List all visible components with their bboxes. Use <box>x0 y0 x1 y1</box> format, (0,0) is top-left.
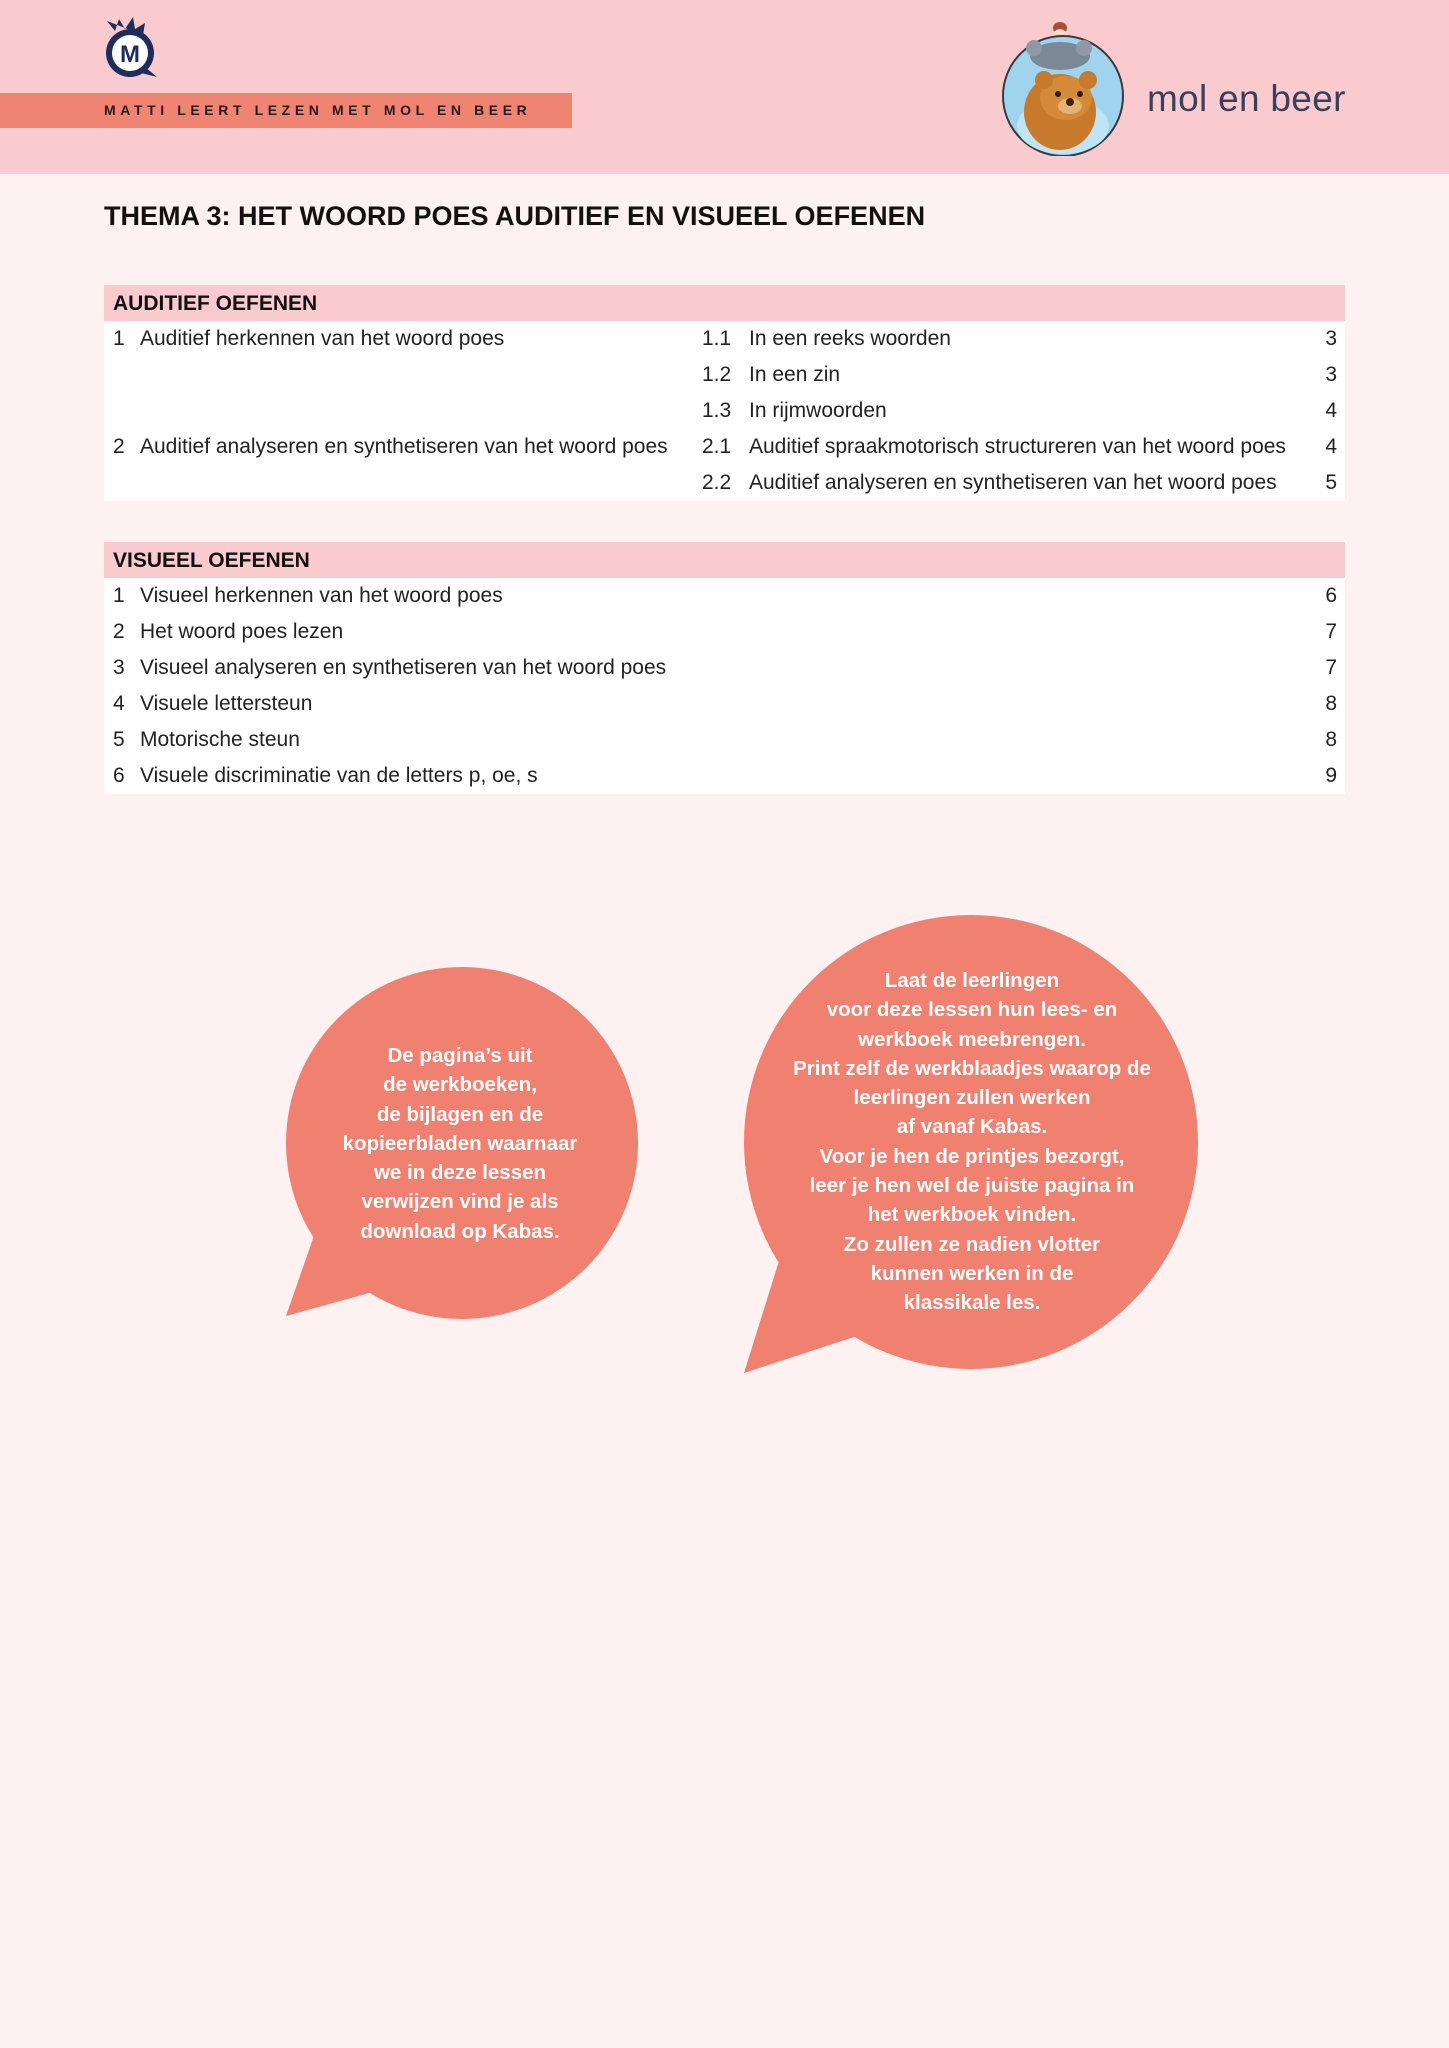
subitem-number: 1.3 <box>702 399 732 422</box>
subitem-number: 1.2 <box>702 363 732 386</box>
item-number: 3 <box>113 656 125 679</box>
list-item <box>104 321 1345 357</box>
svg-text:M: M <box>120 41 140 68</box>
visueel-list <box>104 578 1345 794</box>
list-item <box>104 758 1345 794</box>
item-number: 1 <box>113 327 125 350</box>
page-number: 3 <box>1325 363 1337 386</box>
item-number: 6 <box>113 764 125 787</box>
item-number: 4 <box>113 692 125 715</box>
mol-en-beer-illustration-icon <box>994 14 1132 156</box>
item-title: Visueel herkennen van het woord poes <box>140 584 503 607</box>
page-number: 7 <box>1325 620 1337 643</box>
list-item <box>104 465 1345 501</box>
brand-name: mol en beer <box>1147 78 1346 119</box>
publisher-logo-icon <box>101 15 159 79</box>
subitem-title: In rijmwoorden <box>749 399 887 422</box>
auditief-heading: AUDITIEF OEFENEN <box>104 285 1345 321</box>
page-number: 4 <box>1325 399 1337 422</box>
auditief-section <box>104 285 1345 501</box>
page-number: 8 <box>1325 728 1337 751</box>
page-number: 5 <box>1325 471 1337 494</box>
item-title: Motorische steun <box>140 728 300 751</box>
item-number: 1 <box>113 584 125 607</box>
subitem-number: 2.1 <box>702 435 732 458</box>
speech-bubble-left-text: De pagina’s uit de werkboeken, de bijlagen en de kopieerbladen waarnaar we in deze lessen verwijzen vind je als download op Kabas. <box>342 1044 578 1243</box>
item-title: Het woord poes lezen <box>140 620 344 643</box>
visueel-section <box>104 542 1345 794</box>
item-title: Visueel analyseren en synthetiseren van het woord poes <box>140 656 667 679</box>
list-item <box>104 614 1345 650</box>
page-number: 7 <box>1325 656 1337 679</box>
subitem-number: 2.2 <box>702 471 732 494</box>
item-title: Visuele lettersteun <box>140 692 313 715</box>
list-item <box>104 393 1345 429</box>
subitem-title: Auditief analyseren en synthetiseren van het woord poes <box>749 471 1277 494</box>
subitem-title: Auditief spraakmotorisch structureren van het woord poes <box>749 435 1286 458</box>
subitem-number: 1.1 <box>702 327 732 350</box>
list-item <box>104 686 1345 722</box>
page-number: 3 <box>1325 327 1337 350</box>
item-title: Auditief analyseren en synthetiseren van het woord poes <box>140 435 668 458</box>
page-number: 6 <box>1325 584 1337 607</box>
list-item <box>104 429 1345 465</box>
page-number: 8 <box>1325 692 1337 715</box>
auditief-list <box>104 321 1345 501</box>
page-number: 4 <box>1325 435 1337 458</box>
subitem-title: In een zin <box>749 363 841 386</box>
item-number: 5 <box>113 728 125 751</box>
item-number: 2 <box>113 620 125 643</box>
item-title: Visuele discriminatie van de letters p, oe, s <box>140 764 538 787</box>
page-number: 9 <box>1325 764 1337 787</box>
item-number: 2 <box>113 435 125 458</box>
subitem-title: In een reeks woorden <box>749 327 951 350</box>
series-title: MATTI LEERT LEZEN MET MOL EN BEER <box>104 102 532 118</box>
list-item <box>104 357 1345 393</box>
page-title: THEMA 3: HET WOORD POES AUDITIEF EN VISUEEL OEFENEN <box>104 201 926 231</box>
item-title: Auditief herkennen van het woord poes <box>140 327 505 350</box>
list-item <box>104 650 1345 686</box>
list-item <box>104 722 1345 758</box>
list-item <box>104 578 1345 614</box>
speech-bubble-right-text: Laat de leerlingen voor deze lessen hun lees- en werkboek meebrengen. Print zelf de werkblaadjes waarop de leerlingen zullen werken af vanaf Kabas. Voor je hen de printjes bezorgt, leer je hen wel de juiste pagina in het werkboek vinden. Zo zullen ze nadien vlotter kunnen werken in de klassikale les. <box>793 969 1151 1315</box>
visueel-heading: VISUEEL OEFENEN <box>104 542 1345 578</box>
